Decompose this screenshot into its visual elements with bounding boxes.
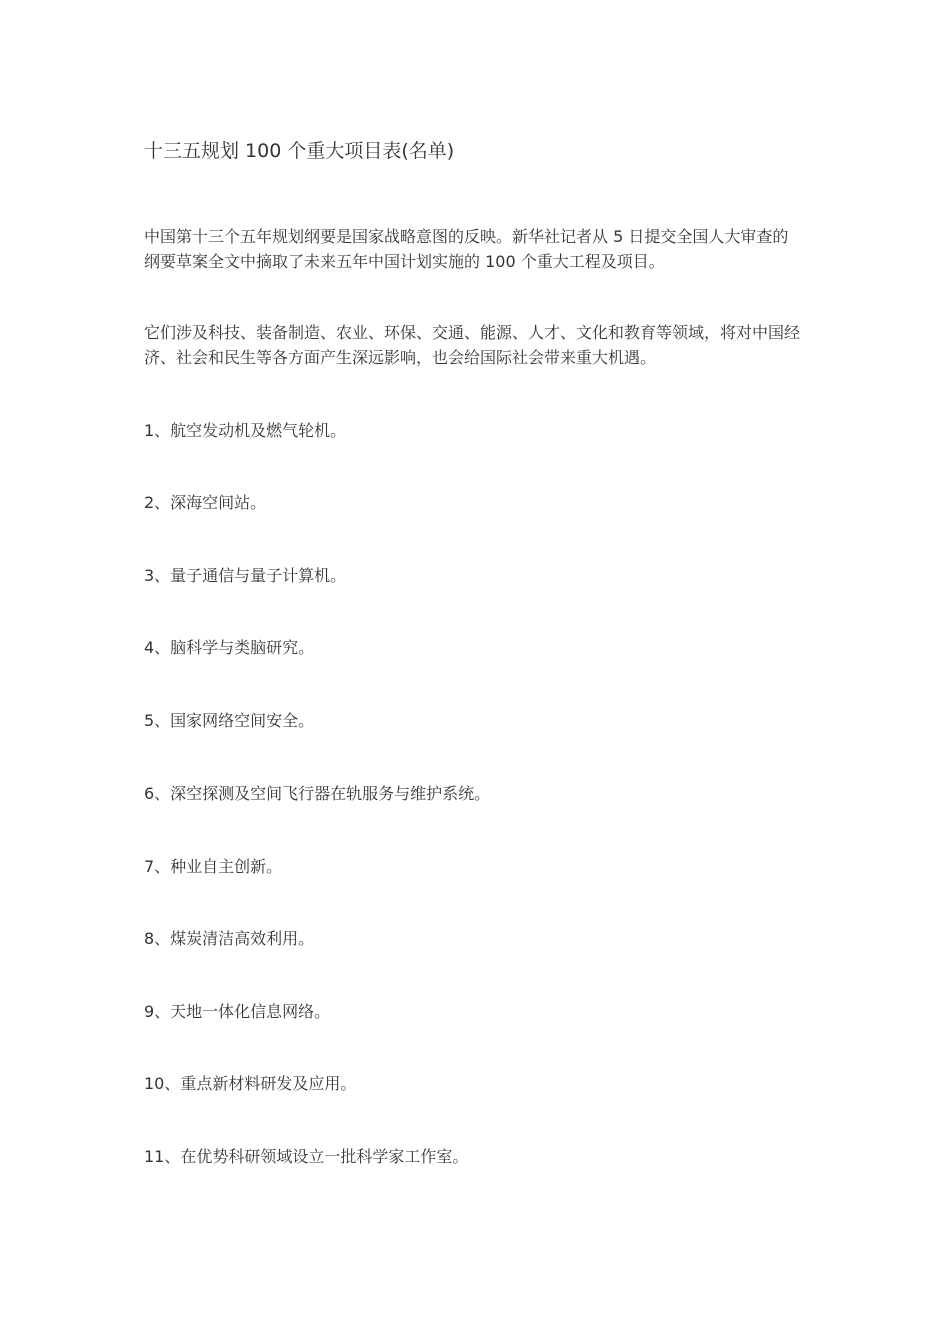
list-item: 5、国家网络空间安全。: [144, 711, 315, 730]
list-item: 7、种业自主创新。: [144, 857, 283, 876]
list-item: 6、深空探测及空间飞行器在轨服务与维护系统。: [144, 784, 491, 803]
list-item: 11、在优势科研领域设立一批科学家工作室。: [144, 1147, 469, 1166]
list-item: 1、航空发动机及燃气轮机。: [144, 421, 347, 440]
list-item: 8、煤炭清洁高效利用。: [144, 929, 315, 948]
list-item: 9、天地一体化信息网络。: [144, 1002, 331, 1021]
list-item: 10、重点新材料研发及应用。: [144, 1074, 357, 1093]
list-item: 4、脑科学与类脑研究。: [144, 638, 315, 657]
intro-paragraph: 中国第十三个五年规划纲要是国家战略意图的反映。新华社记者从 5 日提交全国人大审查的纲要草案全文中摘取了未来五年中国计划实施的 100 个重大工程及项目。: [144, 227, 789, 271]
document-title: 十三五规划 100 个重大项目表(名单): [144, 140, 455, 162]
list-item: 2、深海空间站。: [144, 493, 267, 512]
list-item: 3、量子通信与量子计算机。: [144, 566, 347, 585]
scope-paragraph: 它们涉及科技、装备制造、农业、环保、交通、能源、人才、文化和教育等领域，将对中国经济、社会和民生等各方面产生深远影响，也会给国际社会带来重大机遇。: [144, 323, 801, 367]
